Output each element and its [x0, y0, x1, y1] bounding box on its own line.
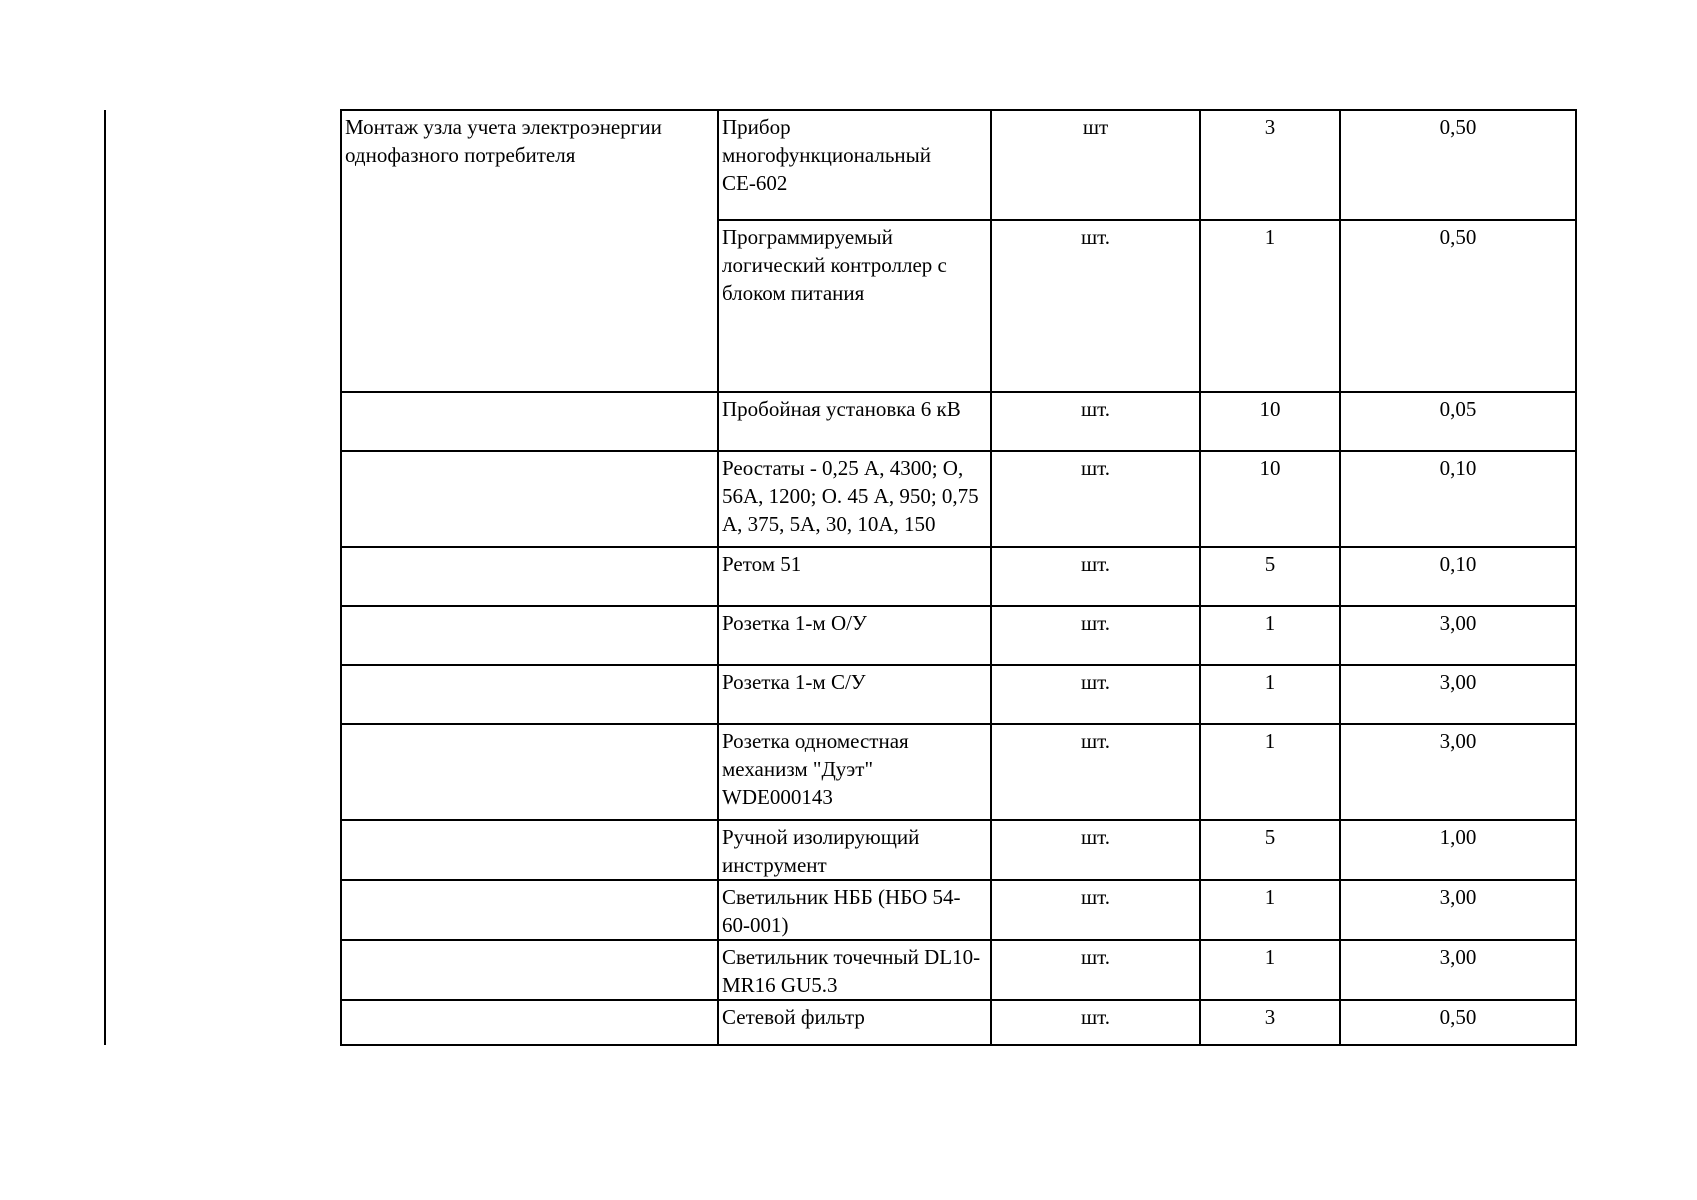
equipment-item-cell: Розетка 1-м О/У: [718, 606, 991, 665]
work-name-cell: [341, 392, 718, 451]
value-cell: 3,00: [1340, 665, 1576, 724]
unit-cell: шт.: [991, 606, 1200, 665]
table-row: [341, 880, 1576, 940]
quantity-cell: 5: [1200, 820, 1340, 880]
value-cell: 3,00: [1340, 940, 1576, 1000]
work-name-cell: [341, 940, 718, 1000]
equipment-item-cell: Прибор многофункциональный СЕ-602: [718, 110, 991, 220]
table-row: [341, 392, 1576, 451]
quantity-cell: 1: [1200, 940, 1340, 1000]
quantity-cell: 1: [1200, 220, 1340, 392]
unit-cell: шт.: [991, 1000, 1200, 1045]
table-row: [341, 547, 1576, 606]
equipment-item-cell: Реостаты - 0,25 А, 4300; О, 56А, 1200; О. 45 А, 950; 0,75 А, 375, 5А, 30, 10А, 150: [718, 451, 991, 547]
unit-cell: шт.: [991, 940, 1200, 1000]
quantity-cell: 1: [1200, 724, 1340, 820]
unit-cell: шт.: [991, 451, 1200, 547]
equipment-item-cell: Ручной изолирующий инструмент: [718, 820, 991, 880]
equipment-item-cell: Программируемый логический контроллер с блоком питания: [718, 220, 991, 392]
value-cell: 3,00: [1340, 606, 1576, 665]
quantity-cell: 3: [1200, 110, 1340, 220]
quantity-cell: 1: [1200, 880, 1340, 940]
table-row: [341, 724, 1576, 820]
left-margin-rule: [104, 110, 106, 1045]
unit-cell: шт.: [991, 880, 1200, 940]
value-cell: 0,50: [1340, 110, 1576, 220]
quantity-cell: 10: [1200, 451, 1340, 547]
table-row: [341, 606, 1576, 665]
value-cell: 3,00: [1340, 880, 1576, 940]
equipment-item-cell: Розетка одноместная механизм "Дуэт" WDE000143: [718, 724, 991, 820]
equipment-item-cell: Ретом 51: [718, 547, 991, 606]
value-cell: 0,50: [1340, 220, 1576, 392]
quantity-cell: 10: [1200, 392, 1340, 451]
unit-cell: шт.: [991, 547, 1200, 606]
unit-cell: шт.: [991, 392, 1200, 451]
quantity-cell: 1: [1200, 606, 1340, 665]
equipment-item-cell: Светильник точечный DL10-MR16 GU5.3: [718, 940, 991, 1000]
unit-cell: шт: [991, 110, 1200, 220]
quantity-cell: 5: [1200, 547, 1340, 606]
value-cell: 1,00: [1340, 820, 1576, 880]
work-name-cell: [341, 880, 718, 940]
value-cell: 3,00: [1340, 724, 1576, 820]
equipment-item-cell: Пробойная установка 6 кВ: [718, 392, 991, 451]
value-cell: 0,50: [1340, 1000, 1576, 1045]
unit-cell: шт.: [991, 220, 1200, 392]
work-name-cell: [341, 547, 718, 606]
work-name-cell: [341, 451, 718, 547]
value-cell: 0,10: [1340, 451, 1576, 547]
table-row: [341, 110, 1576, 220]
work-name-cell: Монтаж узла учета электроэнергии однофазного потребителя: [341, 110, 718, 392]
work-name-cell: [341, 1000, 718, 1045]
quantity-cell: 3: [1200, 1000, 1340, 1045]
value-cell: 0,10: [1340, 547, 1576, 606]
equipment-table-body: [341, 110, 1576, 1045]
equipment-item-cell: Розетка 1-м С/У: [718, 665, 991, 724]
work-name-cell: [341, 665, 718, 724]
work-name-cell: [341, 820, 718, 880]
table-row: [341, 940, 1576, 1000]
unit-cell: шт.: [991, 820, 1200, 880]
table-row: [341, 451, 1576, 547]
quantity-cell: 1: [1200, 665, 1340, 724]
work-name-cell: [341, 724, 718, 820]
table-row: [341, 820, 1576, 880]
unit-cell: шт.: [991, 665, 1200, 724]
work-name-cell: [341, 606, 718, 665]
equipment-table: [340, 109, 1577, 1046]
table-row: [341, 1000, 1576, 1045]
equipment-item-cell: Светильник НББ (НБО 54-60-001): [718, 880, 991, 940]
value-cell: 0,05: [1340, 392, 1576, 451]
unit-cell: шт.: [991, 724, 1200, 820]
equipment-item-cell: Сетевой фильтр: [718, 1000, 991, 1045]
table-row: [341, 665, 1576, 724]
